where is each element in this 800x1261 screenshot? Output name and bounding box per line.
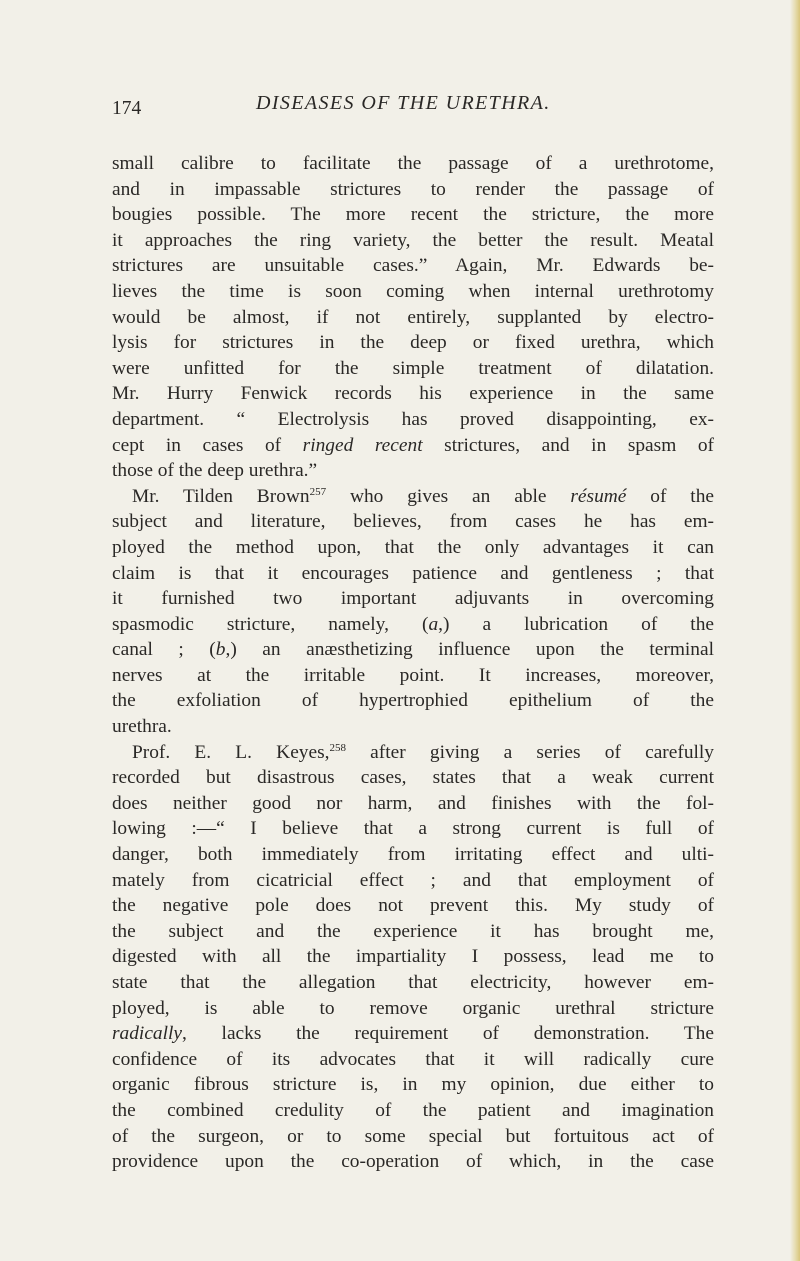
- italic-phrase: ringed recent: [302, 434, 423, 456]
- paragraph-keyes: [112, 740, 714, 1175]
- text-segment: Mr. Tilden Brown: [132, 485, 310, 507]
- text-line: department. “ Electrolysis has proved disappointing, ex-: [112, 408, 714, 430]
- text-line: [112, 433, 714, 459]
- text-line: [112, 612, 714, 638]
- text-segment: Prof. E. L. Keyes,: [132, 741, 330, 763]
- text-line: ployed the method upon, that the only advantages it can: [112, 536, 714, 558]
- text-line: strictures are unsuitable cases.” Again, Mr. Edwards be-: [112, 255, 714, 277]
- text-line: mately from cicatricial effect ; and that employment of: [112, 869, 714, 891]
- text-line: [112, 1021, 714, 1047]
- italic-phrase: radically: [112, 1023, 183, 1045]
- paragraph-electrolysis-edwards-fenwick: [112, 151, 714, 484]
- text-line: the combined credulity of the patient and imagination: [112, 1099, 714, 1121]
- text-line: of the surgeon, or to some special but fortuitous act of: [112, 1125, 714, 1147]
- text-segment: who gives an able: [326, 485, 571, 507]
- text-line: it furnished two important adjuvants in overcoming: [112, 588, 714, 610]
- text-line: nerves at the irritable point. It increases, moreover,: [112, 664, 714, 686]
- paragraph-tilden-brown: [112, 484, 714, 740]
- text-segment: strictures, and in spasm of: [422, 434, 715, 456]
- text-line: danger, both immediately from irritating effect and ulti-: [112, 844, 714, 866]
- text-segment: canal ; (: [112, 639, 216, 661]
- italic-phrase: résumé: [570, 485, 627, 507]
- footnote-ref: 258: [329, 741, 346, 754]
- text-line: recorded but disastrous cases, states that a weak current: [112, 767, 714, 789]
- text-line: providence upon the co-operation of which, in the case: [112, 1151, 714, 1173]
- italic-letter: a: [428, 613, 439, 635]
- text-line: organic fibrous stricture is, in my opinion, due either to: [112, 1074, 714, 1096]
- text-line: those of the deep urethra.”: [112, 460, 318, 482]
- text-line: [112, 484, 714, 510]
- text-line: small calibre to facilitate the passage of a urethrotome,: [112, 153, 714, 174]
- text-line: [112, 740, 714, 766]
- text-line: ployed, is able to remove organic urethral stricture: [112, 997, 714, 1019]
- text-segment: after giving a series of carefully: [346, 741, 714, 763]
- text-line: the exfoliation of hypertrophied epithelium of the: [112, 690, 714, 712]
- body-text: [112, 151, 714, 1175]
- running-head: DISEASES OF THE URETHRA.: [256, 92, 551, 114]
- text-line: bougies possible. The more recent the stricture, the more: [112, 204, 714, 226]
- text-line: claim is that it encourages patience and gentleness ; that: [112, 562, 714, 584]
- page-number: 174: [112, 98, 142, 119]
- text-line: and in impassable strictures to render the passage of: [112, 178, 714, 200]
- text-line: digested with all the impartiality I possess, lead me to: [112, 946, 714, 968]
- text-segment: cept in cases of: [112, 434, 303, 456]
- text-line: the subject and the experience it has brought me,: [112, 920, 714, 942]
- text-line: [112, 637, 714, 663]
- text-line: it approaches the ring variety, the better the result. Meatal: [112, 229, 714, 251]
- text-line: lieves the time is soon coming when internal urethrotomy: [112, 280, 714, 302]
- text-segment: spasmodic stricture, namely, (: [112, 613, 429, 635]
- text-segment: of the: [626, 485, 714, 507]
- text-line: the negative pole does not prevent this. My study of: [112, 895, 714, 917]
- page-header: [112, 92, 632, 122]
- text-line: urethra.: [112, 716, 172, 738]
- text-line: lysis for strictures in the deep or fixed urethra, which: [112, 332, 714, 354]
- text-line: lowing :—“ I believe that a strong current is full of: [112, 818, 714, 840]
- text-line: were unfitted for the simple treatment of dilatation.: [112, 357, 714, 379]
- page-edge: [790, 0, 800, 1261]
- text-line: does neither good nor harm, and finishes with the fol-: [112, 792, 714, 814]
- text-segment: ,) an anæsthetizing influence upon the terminal: [225, 639, 714, 661]
- text-segment: , lacks the requirement of demonstration. The: [182, 1023, 714, 1045]
- footnote-ref: 257: [309, 485, 327, 498]
- text-line: confidence of its advocates that it will radically cure: [112, 1048, 714, 1070]
- text-line: subject and literature, believes, from cases he has em-: [112, 511, 714, 533]
- text-line: would be almost, if not entirely, supplanted by electro-: [112, 306, 714, 328]
- italic-letter: b: [215, 639, 226, 661]
- text-segment: ,) a lubrication of the: [438, 613, 714, 635]
- text-line: Mr. Hurry Fenwick records his experience in the same: [112, 383, 714, 405]
- text-line: state that the allegation that electricity, however em-: [112, 972, 714, 993]
